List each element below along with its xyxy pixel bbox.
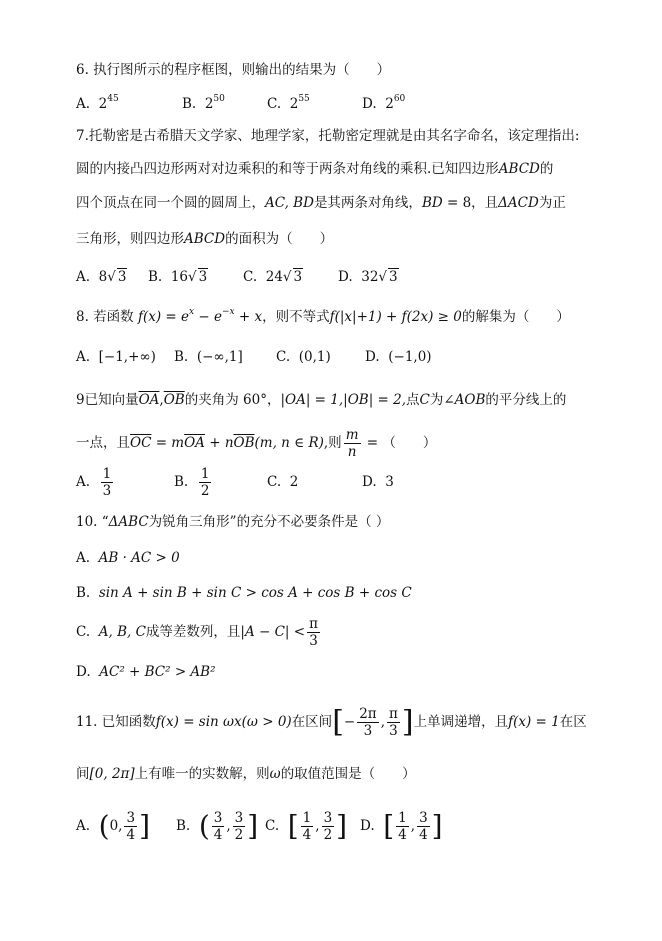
q11-option-a: A. (0, $\frac{3}{4}$ ] — [76, 809, 150, 843]
q10-stem: 10. “ΔABC为锐角三角形”的充分不必要条件是（ ） — [76, 514, 390, 530]
q8-option-b: B. (−∞,1] — [174, 349, 243, 365]
q11-option-d: D. [ $\frac{1}{4}$ , $\frac{3}{4}$ ] — [360, 809, 443, 843]
q10-option-c: C. A, B, C成等差数列，且|A − C| < $\frac{\pi}{3}$ — [76, 616, 318, 649]
q7-option-a: A. 8√ 3 — [76, 269, 127, 285]
q8-option-d: D. (−1,0) — [365, 349, 432, 365]
q7-line-4: 三角形，则四边形ABCD的面积为（ ） — [76, 231, 334, 247]
q8-option-a: A. [−1,+∞) — [76, 349, 156, 365]
q9-line-2: 一点，且$\overline{OC} = m\overline{OA} + n\overline{OB}(m$, n ∈ R),则 $\frac{m}{n}$ = （ ） — [76, 427, 437, 460]
q10-option-b: B. sin A + sin B + sin C > cos A + cos B + cos C — [76, 585, 412, 601]
q6-option-b: B. $2^{50}$ — [182, 94, 225, 112]
q9-option-c: C. 2 — [267, 474, 299, 490]
m-over-n-fraction: $\frac{m}{n}$ — [345, 427, 359, 460]
q7-option-b: B. 16√ 3 — [148, 269, 208, 285]
q6-stem: 6. 执行图所示的程序框图，则输出的结果为（ ） — [76, 62, 391, 78]
q7-line-2: 圆的内接凸四边形两对对边乘积的和等于两条对角线的乘积.已知四边形ABCD的 — [76, 161, 554, 177]
q9-option-b: B. $\frac{1}{2}$ — [174, 466, 210, 499]
q9-option-d: D. 3 — [362, 474, 394, 490]
q11-option-c: C. [ $\frac{1}{4}$ , $\frac{3}{2}$ ] — [265, 809, 348, 843]
q11-line-1: 11. 已知函数f(x) = sin ωx(ω > 0)在区间[− $\frac{2\pi}{3}$ , $\frac{\pi}{3}$ ]上单调递增，且f(x) = 1在区 — [76, 704, 587, 740]
q10-option-a: A. AB · AC > 0 — [76, 550, 180, 566]
q8-stem: 8. 若函数 $f(x) = e^x - e^{-x} + x$，则不等式f(|x|+1) + f(2x) ≥ 0的解集为（ ） — [76, 307, 570, 325]
q6-option-d: D. $2^{60}$ — [362, 94, 406, 112]
q7-option-d: D. 32√ 3 — [338, 269, 398, 285]
q9-option-a: A. $\frac{1}{3}$ — [76, 466, 112, 499]
q10-option-d: D. AC² + BC² > AB² — [76, 664, 216, 680]
q8-option-c: C. (0,1) — [276, 349, 331, 365]
q7-option-c: C. 24√ 3 — [243, 269, 303, 285]
q6-option-c: C. $2^{55}$ — [267, 94, 310, 112]
q7-line-3: 四个顶点在同一个圆的圆周上，AC, BD是其两条对角线，BD = 8，且ΔACD为正 — [76, 195, 566, 211]
q6-option-a: A. $2^{45}$ — [76, 94, 119, 112]
q11-line-2: 间[0, 2π]上有唯一的实数解，则ω的取值范围是（ ） — [76, 766, 416, 782]
q9-line-1: 9已知向量$\overline{OA},\overline{OB}$的夹角为 60°，|OA| = 1,|OB| = 2,点C为∠AOB的平分线上的 — [76, 392, 567, 408]
q7-line-1: 7.托勒密是古希腊天文学家、地理学家，托勒密定理就是由其名字命名，该定理指出: — [76, 128, 580, 144]
q11-option-b: B. ( $\frac{3}{4}$ , $\frac{3}{2}$ ] — [176, 809, 259, 843]
